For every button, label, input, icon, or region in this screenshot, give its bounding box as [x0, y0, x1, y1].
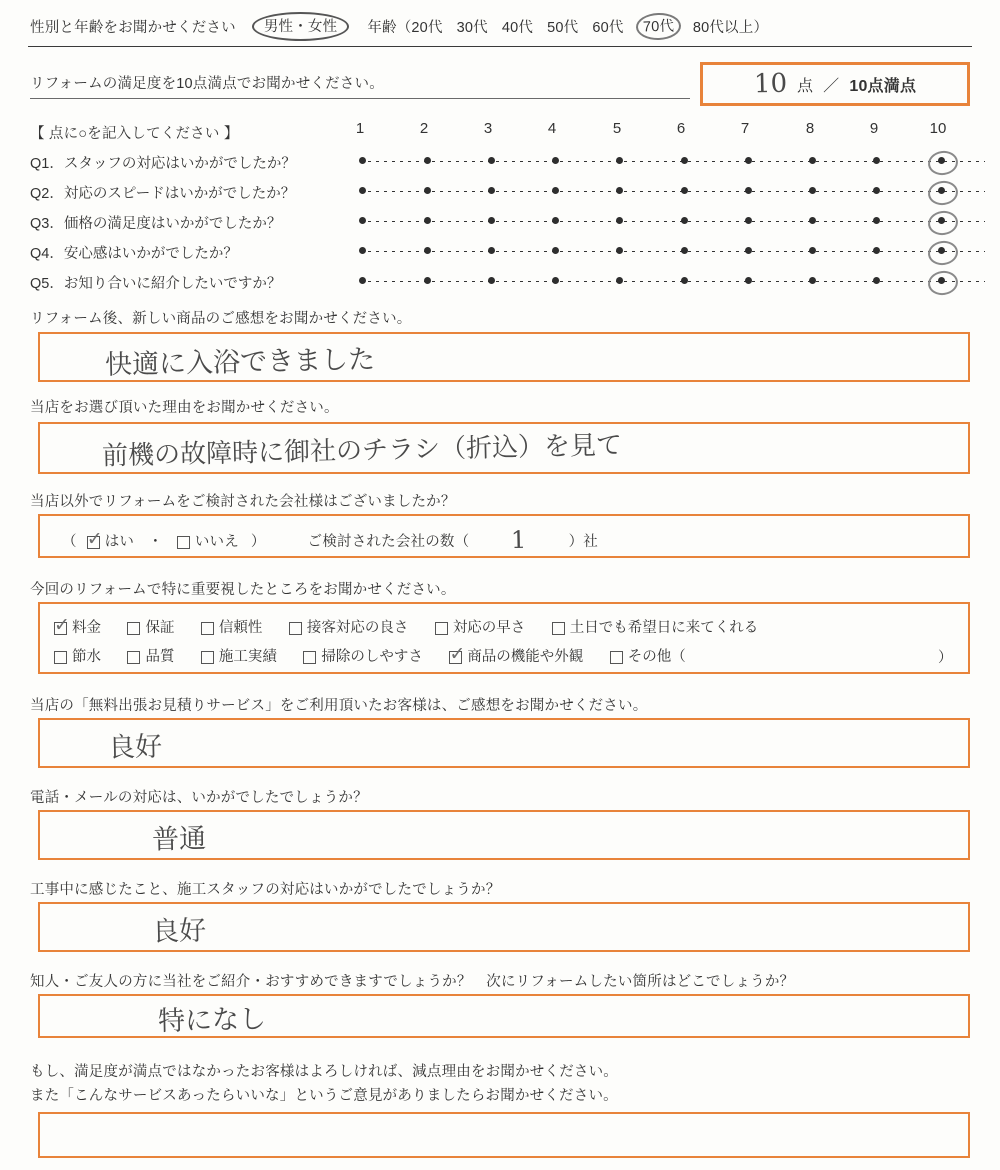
q4-label: Q4．安心感はいかがでしたか？	[30, 246, 238, 262]
count-suffix: ）社	[568, 533, 599, 550]
age-option-60[interactable]: 60代	[592, 20, 624, 36]
q1-point-7[interactable]	[745, 157, 752, 164]
priority-option-trust[interactable]	[201, 616, 263, 637]
age-option-80[interactable]: 80代以上	[692, 20, 754, 36]
other-companies-label: 当店以外でリフォームをご検討された会社様はございましたか？	[30, 494, 456, 510]
q2-point-8[interactable]	[809, 187, 816, 194]
q3-selected-mark	[926, 209, 959, 237]
priority-label-other: その他（	[627, 649, 686, 665]
yes-label: はい	[104, 533, 135, 550]
col-header-10: 10	[929, 120, 947, 137]
priority-option-features[interactable]	[449, 645, 583, 666]
q1-point-9[interactable]	[873, 157, 880, 164]
checkbox-other[interactable]	[610, 651, 623, 664]
q5-scale-line	[360, 281, 985, 282]
gender-choice[interactable]: 男性・女性	[252, 12, 350, 41]
priority-label-trust: 信頼性	[218, 620, 263, 636]
q2-point-1[interactable]	[359, 187, 366, 194]
q2-scale-line	[360, 191, 985, 192]
final-answer-box[interactable]	[38, 1112, 970, 1158]
table-row[interactable]	[30, 150, 970, 172]
age-option-30[interactable]: 30代	[456, 20, 488, 36]
table-row[interactable]	[30, 270, 970, 292]
during-work-answer-box[interactable]	[38, 902, 970, 952]
checkbox-features[interactable]	[449, 651, 462, 664]
q1-point-2[interactable]	[424, 157, 431, 164]
reason-answer: 前機の故障時に御社のチラシ（折込）を見て	[101, 430, 623, 472]
final-label-line1: もし、満足度が満点ではなかったお客様はよろしければ、減点理由をお聞かせください。	[30, 1064, 618, 1080]
grid-column-headers	[345, 120, 965, 142]
priority-label-easy-clean: 掃除のしやすさ	[321, 649, 423, 665]
checkbox-watersave[interactable]	[54, 651, 67, 664]
priority-label-warranty: 保証	[145, 620, 175, 636]
priorities-box[interactable]	[38, 602, 970, 674]
q2-point-7[interactable]	[745, 187, 752, 194]
col-header-8: 8	[805, 120, 815, 137]
no-label: いいえ	[194, 533, 239, 550]
q3-label: Q3．価格の満足度はいかがでしたか？	[30, 216, 282, 232]
satisfaction-label: リフォームの満足度を10点満点でお聞かせください。	[30, 76, 384, 92]
q1-point-5[interactable]	[616, 157, 623, 164]
grid-instruction: 【 点に○を記入してください 】	[30, 126, 239, 142]
q1-point-3[interactable]	[488, 157, 495, 164]
priority-label-weekend: 土日でも希望日に来てくれる	[569, 620, 759, 636]
checkbox-track-record[interactable]	[201, 651, 214, 664]
q1-point-6[interactable]	[681, 157, 688, 164]
paren-open: （	[62, 533, 77, 550]
q3-point-3[interactable]	[488, 217, 495, 224]
checkbox-weekend[interactable]	[552, 622, 565, 635]
q3-point-1[interactable]	[359, 217, 366, 224]
q5-point-3[interactable]	[488, 277, 495, 284]
q1-point-1[interactable]	[359, 157, 366, 164]
referral-answer-box[interactable]	[38, 994, 970, 1038]
q5-selected-mark	[926, 269, 959, 297]
priority-other-close-paren: ）	[938, 650, 953, 666]
no-checkbox[interactable]	[177, 536, 190, 549]
table-row[interactable]	[30, 180, 970, 202]
q3-scale-line	[360, 221, 985, 222]
phone-mail-answer: 普通	[151, 823, 207, 856]
score-value: 10	[753, 68, 788, 100]
priority-label-watersave: 節水	[72, 649, 101, 665]
phone-mail-label: 電話・メールの対応は、いかがでしたでしょうか？	[30, 790, 368, 806]
checkbox-service[interactable]	[289, 622, 302, 635]
q1-selected-mark	[926, 149, 959, 177]
phone-mail-answer-box[interactable]	[38, 810, 970, 860]
demographics-row	[30, 12, 768, 41]
checkbox-fee[interactable]	[54, 622, 67, 635]
q4-point-2[interactable]	[424, 247, 431, 254]
q4-point-5[interactable]	[616, 247, 623, 254]
q1-scale-line	[360, 161, 985, 162]
referral-label: 知人・ご友人の方に当社をご紹介・おすすめできますでしょうか？ 次にリフォームしたい箇所はどこでしょうか？	[30, 974, 795, 990]
age-option-70-selected[interactable]: 70代	[635, 12, 681, 41]
priority-label-track-record: 施工実績	[218, 649, 277, 665]
priority-label-service: 接客対応の良さ	[306, 620, 409, 636]
col-header-5: 5	[612, 120, 622, 137]
q4-point-6[interactable]	[681, 247, 688, 254]
q4-point-7[interactable]	[745, 247, 752, 254]
col-header-9: 9	[869, 120, 879, 137]
q1-point-8[interactable]	[809, 157, 816, 164]
count-label: ご検討された会社の数（	[307, 533, 470, 550]
col-header-1: 1	[355, 120, 365, 137]
impression-answer-box[interactable]	[38, 332, 970, 382]
q3-point-8[interactable]	[809, 217, 816, 224]
divider-top	[28, 46, 972, 47]
table-row[interactable]	[30, 240, 970, 262]
age-close-paren: ）	[753, 20, 769, 36]
priority-label-quality: 品質	[145, 649, 175, 665]
impression-label: リフォーム後、新しい商品のご感想をお聞かせください。	[30, 311, 412, 327]
age-option-50[interactable]: 50代	[547, 20, 579, 36]
free-estimate-answer: 良好	[107, 731, 163, 764]
final-label-line2: また「こんなサービスあったらいいな」というご意見がありましたらお聞かせください。	[30, 1088, 618, 1104]
priority-option-easy-clean[interactable]	[303, 645, 423, 666]
free-estimate-answer-box[interactable]	[38, 718, 970, 768]
q3-point-2[interactable]	[424, 217, 431, 224]
q2-point-5[interactable]	[616, 187, 623, 194]
q3-point-5[interactable]	[616, 217, 623, 224]
checkbox-trust[interactable]	[201, 622, 214, 635]
priority-option-track-record[interactable]	[201, 645, 277, 666]
paren-close: ）	[250, 533, 266, 550]
q1-label: Q1．スタッフの対応はいかがでしたか？	[30, 156, 296, 172]
priority-option-weekend[interactable]	[552, 616, 759, 637]
q3-point-4[interactable]	[552, 217, 559, 224]
q2-point-4[interactable]	[552, 187, 559, 194]
q5-point-8[interactable]	[809, 277, 816, 284]
q2-point-2[interactable]	[424, 187, 431, 194]
checkbox-speed[interactable]	[435, 622, 448, 635]
middot: ・	[148, 533, 163, 550]
priority-option-other[interactable]	[610, 645, 686, 666]
q2-label: Q2．対応のスピードはいかがでしたか？	[30, 186, 296, 202]
q2-point-3[interactable]	[488, 187, 495, 194]
priority-option-watersave[interactable]	[54, 645, 101, 666]
priorities-label: 今回のリフォームで特に重要視したところをお聞かせください。	[30, 582, 456, 598]
checkbox-warranty[interactable]	[127, 622, 140, 635]
priority-label-features: 商品の機能や外観	[467, 649, 584, 665]
priority-option-warranty[interactable]	[127, 616, 174, 637]
priority-option-service[interactable]	[289, 616, 409, 637]
priority-option-quality[interactable]	[127, 645, 174, 666]
checkbox-quality[interactable]	[127, 651, 140, 664]
other-companies-box[interactable]	[38, 514, 970, 558]
q1-point-4[interactable]	[552, 157, 559, 164]
q2-selected-mark	[926, 179, 959, 207]
q4-point-8[interactable]	[809, 247, 816, 254]
during-work-answer: 良好	[151, 915, 207, 948]
q4-point-9[interactable]	[873, 247, 880, 254]
q4-point-3[interactable]	[488, 247, 495, 254]
q4-point-4[interactable]	[552, 247, 559, 254]
col-header-6: 6	[676, 120, 686, 137]
priority-option-fee[interactable]	[54, 616, 101, 637]
q5-point-5[interactable]	[616, 277, 623, 284]
score-box[interactable]	[700, 62, 970, 106]
priority-label-speed: 対応の早さ	[452, 620, 526, 636]
free-estimate-label: 当店の「無料出張お見積りサービス」をご利用頂いたお客様は、ご感想をお聞かせください。	[30, 698, 648, 714]
col-header-4: 4	[547, 120, 557, 137]
q4-point-1[interactable]	[359, 247, 366, 254]
score-max: 10点満点	[849, 77, 917, 95]
yes-checkbox[interactable]	[87, 536, 100, 549]
q4-selected-mark	[926, 239, 959, 267]
q3-point-6[interactable]	[681, 217, 688, 224]
q2-point-6[interactable]	[681, 187, 688, 194]
divider-satisfaction	[30, 98, 690, 99]
q5-point-9[interactable]	[873, 277, 880, 284]
q5-point-6[interactable]	[681, 277, 688, 284]
score-slash: ／	[823, 77, 840, 95]
age-label: 年齢（20代	[367, 20, 443, 36]
priority-option-speed[interactable]	[435, 616, 526, 637]
col-header-7: 7	[740, 120, 750, 137]
table-row[interactable]	[30, 210, 970, 232]
q4-scale-line	[360, 251, 985, 252]
age-option-40[interactable]: 40代	[501, 20, 534, 36]
during-work-label: 工事中に感じたこと、施工スタッフの対応はいかがでしたでしょうか？	[30, 882, 501, 898]
col-header-3: 3	[483, 120, 493, 137]
referral-answer: 特になし	[157, 1003, 267, 1038]
col-header-2: 2	[419, 120, 429, 137]
q3-point-7[interactable]	[745, 217, 752, 224]
q2-point-9[interactable]	[873, 187, 880, 194]
impression-answer: 快適に入浴できました	[104, 344, 376, 381]
reason-label: 当店をお選び頂いた理由をお聞かせください。	[30, 400, 339, 416]
priority-label-fee: 料金	[72, 620, 101, 636]
reason-answer-box[interactable]	[38, 422, 970, 474]
demographics-label: 性別と年齢をお聞かせください	[30, 20, 236, 36]
score-unit: 点	[796, 77, 814, 95]
q5-point-7[interactable]	[745, 277, 752, 284]
q5-point-1[interactable]	[359, 277, 366, 284]
count-value: 1	[511, 525, 527, 555]
q5-label: Q5．お知り合いに紹介したいですか？	[30, 276, 282, 292]
q5-point-4[interactable]	[552, 277, 559, 284]
checkbox-easy-clean[interactable]	[303, 651, 316, 664]
q3-point-9[interactable]	[873, 217, 880, 224]
q5-point-2[interactable]	[424, 277, 431, 284]
